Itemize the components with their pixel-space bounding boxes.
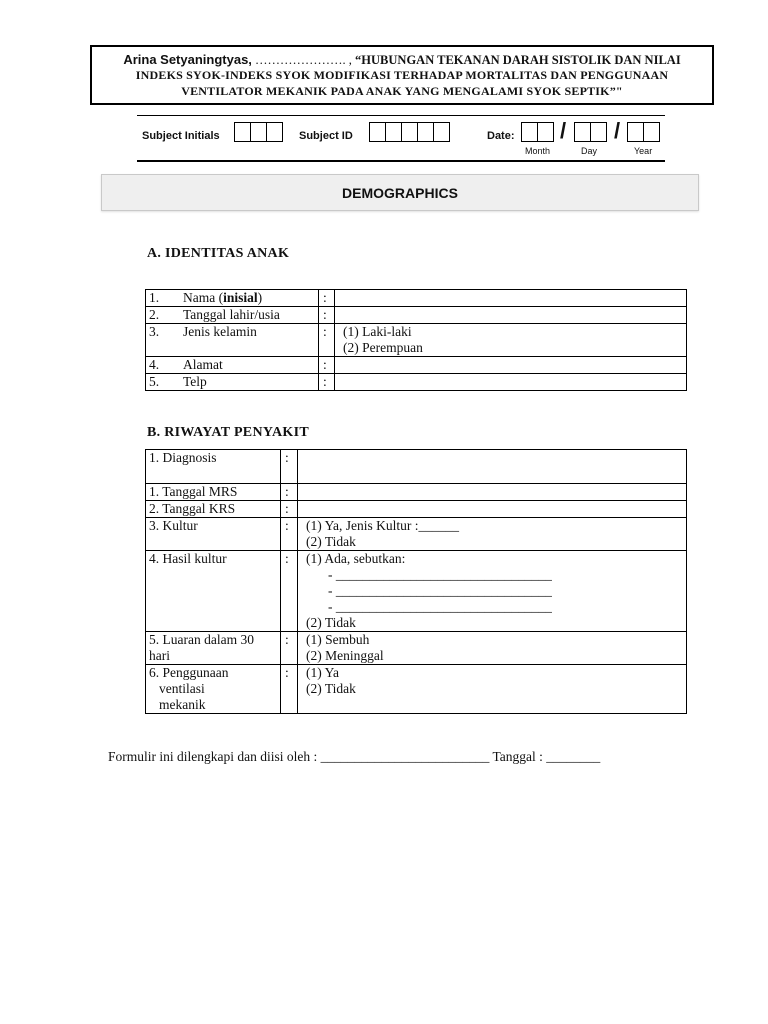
footer-signature-line[interactable]: Formulir ini dilengkapi dan diisi oleh : _________________________ Tanggal : ________ xyxy=(108,749,601,764)
option-meninggal[interactable]: (2) Meninggal xyxy=(306,648,384,663)
table-row xyxy=(146,484,687,501)
label-text: ) xyxy=(257,290,263,305)
author-dots: …………………. , xyxy=(251,53,352,67)
colon: : xyxy=(281,450,298,484)
identitas-table xyxy=(145,289,687,391)
jenis-kelamin-options[interactable] xyxy=(335,324,687,357)
option-sembuh[interactable]: (1) Sembuh xyxy=(306,632,370,647)
header-line-1 xyxy=(92,52,712,68)
colon: : xyxy=(319,374,335,391)
label-text: Nama ( xyxy=(183,290,224,305)
luaran-label xyxy=(146,632,281,665)
table-row xyxy=(146,551,687,632)
subject-id-label: Subject ID xyxy=(299,130,353,142)
month-label: Month xyxy=(525,146,551,156)
month-box[interactable] xyxy=(537,122,554,142)
date-month-boxes[interactable] xyxy=(521,122,553,142)
hasil-blank-line[interactable]: - ________________________________ xyxy=(328,567,552,582)
author-name: Arina Setyaningtyas, xyxy=(123,52,252,67)
hasil-kultur-label: 4. Hasil kultur xyxy=(146,551,281,632)
row-label-tanggal-lahir: Tanggal lahir/usia xyxy=(180,307,319,324)
row-number: 3. xyxy=(146,324,181,357)
day-box[interactable] xyxy=(574,122,591,142)
row-label-alamat: Alamat xyxy=(180,357,319,374)
option-perempuan[interactable]: (2) Perempuan xyxy=(343,340,423,355)
id-box[interactable] xyxy=(369,122,386,142)
year-box[interactable] xyxy=(627,122,644,142)
year-label: Year xyxy=(634,146,653,156)
table-row xyxy=(146,324,687,357)
day-box[interactable] xyxy=(590,122,607,142)
tanggal-lahir-value-field[interactable] xyxy=(335,307,687,324)
date-label: Date: xyxy=(487,130,515,142)
row-number: 5. xyxy=(146,374,181,391)
section-a-heading: A. IDENTITAS ANAK xyxy=(147,246,290,261)
initials-box[interactable] xyxy=(234,122,251,142)
colon: : xyxy=(281,665,298,714)
luaran-options[interactable] xyxy=(298,632,687,665)
table-row xyxy=(146,357,687,374)
colon: : xyxy=(281,518,298,551)
table-row xyxy=(146,374,687,391)
id-box[interactable] xyxy=(433,122,450,142)
diagnosis-value-field[interactable] xyxy=(298,450,687,484)
tanggal-mrs-value-field[interactable] xyxy=(298,484,687,501)
colon: : xyxy=(319,357,335,374)
table-row xyxy=(146,290,687,307)
ventilasi-label-line: 6. Penggunaan xyxy=(149,665,229,680)
subject-row xyxy=(137,115,665,162)
option-ya-jenis-kultur[interactable]: (1) Ya, Jenis Kultur :______ xyxy=(306,518,460,533)
option-ya[interactable]: (1) Ya xyxy=(306,665,340,680)
kultur-options[interactable] xyxy=(298,518,687,551)
row-number: 4. xyxy=(146,357,181,374)
title-line-1: “HUBUNGAN TEKANAN DARAH SISTOLIK DAN NILAI xyxy=(351,53,681,67)
id-box[interactable] xyxy=(385,122,402,142)
colon: : xyxy=(319,290,335,307)
colon: : xyxy=(319,324,335,357)
option-tidak[interactable]: (2) Tidak xyxy=(306,534,356,549)
date-year-boxes[interactable] xyxy=(627,122,659,142)
kultur-label: 3. Kultur xyxy=(146,518,281,551)
alamat-value-field[interactable] xyxy=(335,357,687,374)
day-label: Day xyxy=(581,146,598,156)
table-row xyxy=(146,450,687,484)
riwayat-table xyxy=(145,449,687,714)
colon: : xyxy=(281,501,298,518)
luaran-label-line: 5. Luaran dalam 30 xyxy=(149,632,254,647)
option-tidak[interactable]: (2) Tidak xyxy=(306,615,356,630)
colon: : xyxy=(281,632,298,665)
ventilasi-label-line: ventilasi xyxy=(159,681,205,696)
date-day-boxes[interactable] xyxy=(574,122,606,142)
option-tidak[interactable]: (2) Tidak xyxy=(306,681,356,696)
ventilasi-label-line: mekanik xyxy=(159,697,206,712)
header-box xyxy=(90,45,714,105)
hasil-kultur-options[interactable] xyxy=(298,551,687,632)
subject-initials-label: Subject Initials xyxy=(142,130,220,142)
row-label-jenis-kelamin: Jenis kelamin xyxy=(180,324,319,357)
id-box[interactable] xyxy=(401,122,418,142)
demographics-banner: DEMOGRAPHICS xyxy=(101,174,699,211)
tanggal-krs-value-field[interactable] xyxy=(298,501,687,518)
table-row xyxy=(146,307,687,324)
row-label-telp: Telp xyxy=(180,374,319,391)
section-b-heading: B. RIWAYAT PENYAKIT xyxy=(147,425,309,440)
subject-initials-boxes[interactable] xyxy=(234,122,282,142)
label-bold: inisial xyxy=(223,290,258,305)
diagnosis-label: 1. Diagnosis xyxy=(146,450,281,484)
year-box[interactable] xyxy=(643,122,660,142)
table-row xyxy=(146,518,687,551)
hasil-blank-line[interactable]: - ________________________________ xyxy=(328,599,552,614)
id-box[interactable] xyxy=(417,122,434,142)
option-ada[interactable]: (1) Ada, sebutkan: xyxy=(306,551,406,566)
hasil-blank-line[interactable]: - ________________________________ xyxy=(328,583,552,598)
initials-box[interactable] xyxy=(266,122,283,142)
option-laki-laki[interactable]: (1) Laki-laki xyxy=(343,324,412,339)
ventilasi-options[interactable] xyxy=(298,665,687,714)
colon: : xyxy=(281,484,298,501)
month-box[interactable] xyxy=(521,122,538,142)
initials-box[interactable] xyxy=(250,122,267,142)
title-line-2: INDEKS SYOK-INDEKS SYOK MODIFIKASI TERHADAP MORTALITAS DAN PENGGUNAAN xyxy=(135,68,669,82)
date-slash: / xyxy=(614,118,621,143)
colon: : xyxy=(319,307,335,324)
row-number: 2. xyxy=(146,307,181,324)
tanggal-krs-label: 2. Tanggal KRS xyxy=(146,501,281,518)
title-line-3: VENTILATOR MEKANIK PADA ANAK YANG MENGALAMI SYOK SEPTIK”" xyxy=(181,84,623,98)
subject-id-boxes[interactable] xyxy=(369,122,449,142)
row-label-nama xyxy=(180,290,319,307)
date-slash: / xyxy=(560,118,567,143)
telp-value-field[interactable] xyxy=(335,374,687,391)
ventilasi-label xyxy=(146,665,281,714)
table-row xyxy=(146,501,687,518)
nama-value-field[interactable] xyxy=(335,290,687,307)
colon: : xyxy=(281,551,298,632)
luaran-label-line: hari xyxy=(149,648,170,663)
tanggal-mrs-label: 1. Tanggal MRS xyxy=(146,484,281,501)
row-number: 1. xyxy=(146,290,181,307)
table-row xyxy=(146,665,687,714)
table-row xyxy=(146,632,687,665)
